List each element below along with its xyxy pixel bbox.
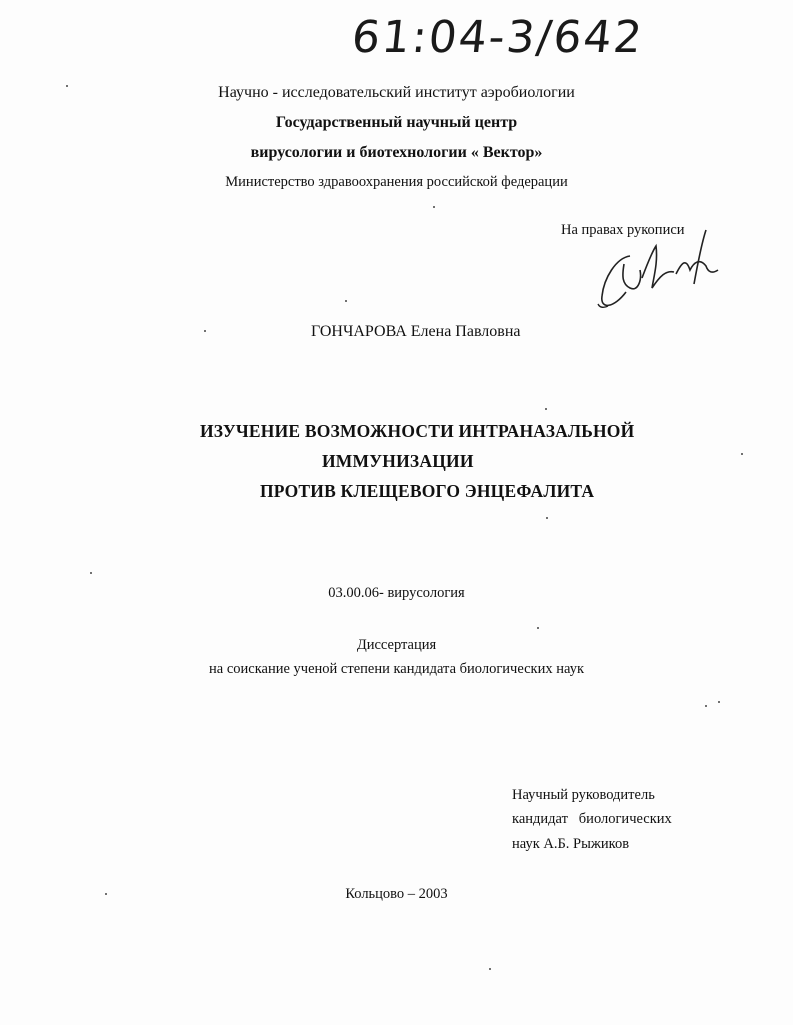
ministry-name: Министерство здравоохранения российской федерации (225, 174, 568, 190)
supervisor-line-2: кандидат биологических (512, 811, 672, 827)
place-and-year: Кольцово – 2003 (345, 886, 448, 902)
specialty-code: 03.00.06- вирусология (328, 585, 465, 601)
dissertation-label: Диссертация (356, 637, 437, 653)
manuscript-rights-note: На правах рукописи (561, 222, 685, 238)
scan-speck (105, 893, 107, 895)
supervisor-line-3: наук А.Б. Рыжиков (512, 836, 630, 852)
scan-speck (345, 300, 347, 302)
supervisor-line-1: Научный руководитель (512, 787, 655, 803)
archive-code-handwritten: 61:04-3/642 (349, 12, 647, 63)
center-name-line2: вирусологии и биотехнологии « Вектор» (250, 144, 543, 161)
institute-name: Научно - исследовательский институт аэробиологии (218, 84, 575, 101)
scan-speck (489, 968, 491, 970)
scan-speck (705, 705, 707, 707)
title-line-3: ПРОТИВ КЛЕЩЕВОГО ЭНЦЕФАЛИТА (260, 481, 595, 501)
scan-speck (433, 206, 435, 208)
degree-purpose: на соискание ученой степени кандидата биологических наук (209, 661, 584, 677)
title-line-2: ИММУНИЗАЦИИ (322, 451, 474, 471)
scan-speck (718, 701, 720, 703)
scan-speck (90, 572, 92, 574)
scan-speck (66, 85, 68, 87)
author-name: ГОНЧАРОВА Елена Павловна (311, 323, 521, 340)
scan-speck (741, 453, 743, 455)
signature-scribble (590, 222, 730, 317)
center-name-line1: Государственный научный центр (275, 114, 518, 131)
scan-speck (545, 408, 547, 410)
scan-speck (537, 627, 539, 629)
scan-speck (204, 330, 206, 332)
scan-speck (546, 517, 548, 519)
title-line-1: ИЗУЧЕНИЕ ВОЗМОЖНОСТИ ИНТРАНАЗАЛЬНОЙ (200, 421, 635, 441)
